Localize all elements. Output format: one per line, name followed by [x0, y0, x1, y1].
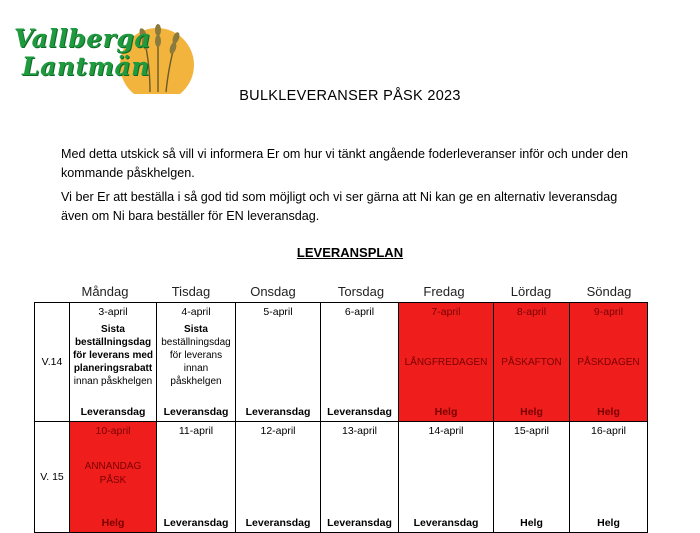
cell-footer: Helg [597, 517, 620, 529]
cell-footer: Helg [597, 406, 620, 418]
day-cell [236, 303, 321, 422]
day-cell [70, 303, 157, 422]
holiday-cell [70, 422, 157, 533]
day-wednesday: Onsdag [250, 284, 296, 299]
paragraph-intro: Med detta utskick så vill vi informera Er om hur vi tänkt angående foderleveranser inför och under den kommande påskhelgen. [61, 147, 629, 180]
cell-note [157, 323, 235, 388]
holiday-label: PÅSKAFTON [501, 357, 562, 368]
day-cell [321, 422, 399, 533]
week-label: V.14 [35, 303, 70, 422]
cell-footer: Leveransdag [163, 406, 229, 418]
cell-date: 4-april [181, 306, 211, 318]
note-bold: planeringsrabatt [73, 363, 153, 374]
cell-date: 13-april [341, 425, 378, 437]
plan-title: LEVERANSPLAN [296, 245, 404, 260]
day-cell [399, 422, 494, 533]
note-bold: Sista [184, 324, 208, 335]
table-row-week-15 [35, 422, 648, 533]
day-friday: Fredag [423, 284, 465, 299]
weekday-header [0, 284, 700, 302]
holiday-cell [494, 303, 570, 422]
holiday-label: PÅSKDAGEN [577, 357, 640, 368]
day-cell [236, 422, 321, 533]
day-cell [570, 422, 648, 533]
delivery-plan-table [34, 302, 648, 533]
cell-footer: Helg [434, 406, 458, 418]
note-pre: Sista beställningsdag för leverans med [72, 324, 154, 361]
table-row-week-14 [35, 303, 648, 422]
day-tuesday: Tisdag [171, 284, 211, 299]
cell-date: 3-april [98, 306, 128, 318]
day-cell [157, 303, 236, 422]
day-saturday: Lördag [510, 284, 552, 299]
day-cell [494, 422, 570, 533]
paragraph-request: Vi ber Er att beställa i så god tid som möjligt och vi ser gärna att Ni kan ge en alternativ leveransdag även om Ni bara beställer för EN leveransdag. [61, 190, 618, 223]
vallberga-lantman-logo [10, 20, 190, 88]
cell-date: 9-april [593, 306, 624, 318]
logo-text-line2: Lantmän [22, 52, 150, 81]
cell-footer: Helg [101, 517, 125, 529]
day-cell [321, 303, 399, 422]
cell-date: 16-april [590, 425, 627, 437]
cell-date: 11-april [178, 425, 214, 437]
cell-date: 15-april [513, 425, 550, 437]
cell-footer: Helg [520, 406, 543, 418]
cell-footer: Leveransdag [327, 406, 392, 418]
cell-footer: Leveransdag [245, 517, 311, 529]
week-label: V. 15 [35, 422, 70, 533]
holiday-cell [570, 303, 648, 422]
cell-date: 7-april [431, 306, 461, 318]
cell-footer: Leveransdag [327, 517, 392, 529]
logo-text-line1: Vallberga [14, 24, 152, 53]
cell-note [70, 323, 156, 388]
cell-date: 12-april [260, 425, 296, 437]
holiday-cell [399, 303, 494, 422]
note-post: innan påskhelgen [73, 376, 153, 387]
cell-date: 6-april [344, 306, 375, 318]
cell-footer: Leveransdag [413, 517, 479, 529]
page-title: BULKLEVERANSER PÅSK 2023 [239, 88, 461, 104]
day-cell [157, 422, 236, 533]
note-post: beställningsdag för leverans innan påskhelgen [161, 337, 231, 387]
day-thursday: Torsdag [337, 284, 385, 299]
holiday-label: ANNANDAG PÅSK [84, 461, 142, 486]
cell-date: 14-april [428, 425, 464, 437]
cell-footer: Leveransdag [163, 517, 229, 529]
cell-date: 8-april [516, 306, 547, 318]
cell-footer: Leveransdag [245, 406, 311, 418]
cell-footer: Helg [520, 517, 543, 529]
holiday-label: LÅNGFREDAGEN [404, 357, 488, 368]
day-sunday: Söndag [586, 284, 632, 299]
cell-date: 5-april [263, 306, 293, 318]
cell-date: 10-april [95, 425, 131, 437]
cell-footer: Leveransdag [80, 406, 146, 418]
day-monday: Måndag [81, 284, 129, 299]
